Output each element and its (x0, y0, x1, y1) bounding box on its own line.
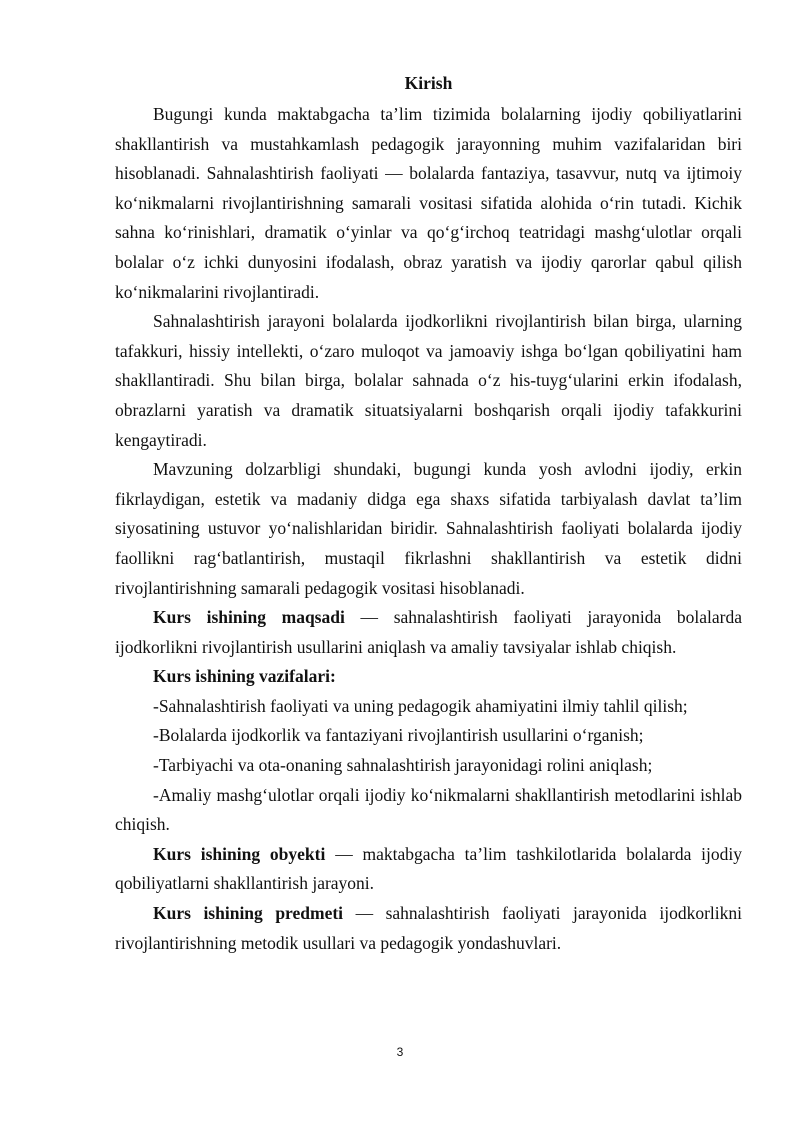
document-page (115, 70, 742, 958)
object-text: — maktabgacha ta’lim tashkilotlarida bolalarda ijodiy qobiliyatlarni shakllantirish jarayoni. (115, 843, 742, 894)
intro-paragraph-1: Bugungi kunda maktabgacha ta’lim tizimida bolalarning ijodiy qobiliyatlarini shakllantirish va mustahkamlash pedagogik jarayonning muhim vazifalaridan biri hisoblanadi. Sahnalashtirish faoliyati — bolalarda fantaziya, tasavvur, nutq va ijtimoiy ko‘nikmalarni rivojlantirishning samarali vositasi sifatida alohida o‘rin tutadi. Kichik sahna ko‘rinishlari, dramatik o‘yinlar va qo‘g‘irchoq teatridagi mashg‘ulotlar orqali bolalar o‘z ichki dunyosini ifodalash, obraz yaratish va ijodiy qarorlar qabul qilish ko‘nikmalarini rivojlantiradi. (115, 104, 742, 302)
goal-text: — sahnalashtirish faoliyati jarayonida bolalarda ijodkorlikni rivojlantirish usullarini aniqlash va amaliy tavsiyalar ishlab chiqish. (115, 607, 743, 657)
tasks-heading (115, 662, 742, 692)
object-paragraph (115, 840, 742, 899)
tasks-label: Kurs ishining vazifalari: (153, 666, 336, 687)
task-item-1: -Sahnalashtirish faoliyati va uning pedagogik ahamiyatini ilmiy tahlil qilish; (153, 695, 688, 716)
page-number: 3 (396, 1045, 404, 1059)
intro-paragraph-3: Mavzuning dolzarbligi shundaki, bugungi kunda yosh avlodni ijodiy, erkin fikrlaydigan, estetik va madaniy didga ega shaxs sifatida tarbiyalash davlat ta’lim siyosatining ustuvor yo‘nalishlaridan biridir. Sahnalashtirish faoliyati bolalarda ijodiy faollikni rag‘batlantirish, mustaqil fikrlashni shakllantirish va estetik didni rivojlantirishning samarali pedagogik vositasi hisoblanadi. (115, 459, 742, 598)
intro-paragraph-2: Sahnalashtirish jarayoni bolalarda ijodkorlikni rivojlantirish bilan birga, ularning tafakkuri, hissiy intellekti, o‘zaro muloqot va jamoaviy ishga bo‘lgan qobiliyatini ham shakllantiradi. Shu bilan birga, bolalar sahnada o‘z his-tuyg‘ularini erkin ifodalash, obrazlarni yaratish va dramatik situatsiyalarni boshqarish orqali ijodiy tafakkurini kengaytiradi. (115, 311, 742, 450)
task-item-3: -Tarbiyachi va ota-onaning sahnalashtirish jarayonidagi rolini aniqlash; (153, 755, 653, 776)
subject-paragraph (115, 899, 742, 958)
goal-label: Kurs ishining maqsadi (153, 607, 345, 628)
task-item-2: -Bolalarda ijodkorlik va fantaziyani rivojlantirish usullarini o‘rganish; (153, 725, 644, 746)
subject-label: Kurs ishining predmeti (153, 903, 344, 924)
task-item-4: -Amaliy mashg‘ulotlar orqali ijodiy ko‘nikmalarni shakllantirish metodlarini ishlab chiqish. (115, 784, 742, 835)
subject-text: — sahnalashtirish faoliyati jarayonida ijodkorlikni rivojlantirishning metodik usullari va pedagogik yondashuvlari. (115, 903, 742, 953)
goal-paragraph (115, 603, 742, 662)
object-label: Kurs ishining obyekti (153, 843, 326, 864)
section-title: Kirish (404, 73, 453, 93)
